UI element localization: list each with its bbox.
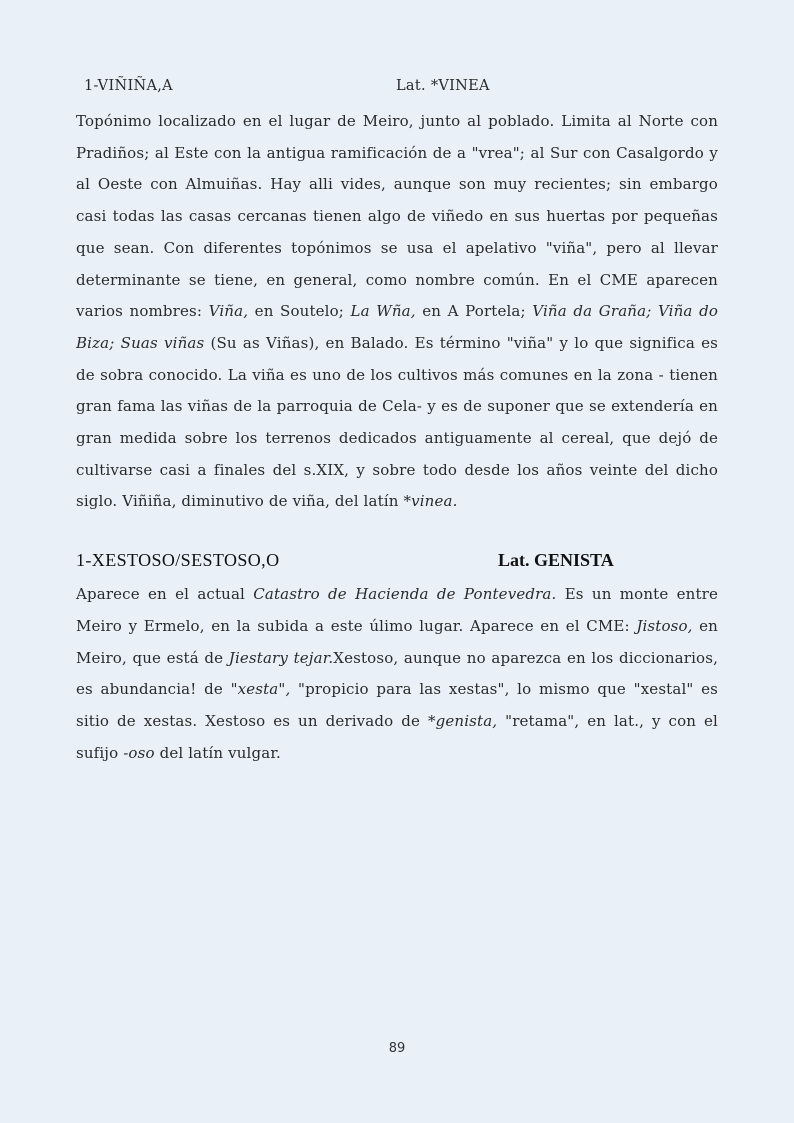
entry-term: 1-XESTOSO/SESTOSO,O xyxy=(76,550,280,570)
body-text: en Meiro, que está de xyxy=(76,616,718,667)
entry-etymology: Lat. GENISTA xyxy=(498,550,614,570)
body-text: "propicio para las xestas", lo mismo que "xestal" es sitio de xestas. Xestoso es un derivado de xyxy=(76,680,718,731)
italic-term: *genista, xyxy=(427,712,498,731)
italic-term: La Wña, xyxy=(350,302,416,321)
italic-term: Jiestary tejar. xyxy=(228,648,334,667)
entry-term: 1-VIÑIÑA,A xyxy=(84,78,173,94)
body-text: en A Portela; xyxy=(415,302,533,321)
body-text: en Soutelo; xyxy=(248,302,351,321)
body-text: Es un monte entre Meiro y Ermelo, en la subida a este úlimo lugar. Aparece en el CME: xyxy=(76,585,718,635)
body-text: Xestoso, aunque no aparezca en los diccionarios, es abundancia! de xyxy=(76,648,718,699)
entry-etymology: Lat. *VINEA xyxy=(396,78,490,94)
body-text: (Su as Viñas), en Balado. Es término "viña" y lo que significa es de sobra conocido. La viña es uno de los cultivos más comunes en la zona - tienen gran fama las viñas de la parroquia de Cela- y es de suponer que se extendería en gran medida sobre los terrenos dedicados antiguamente al cereal, que dejó de cultivarse casi a finales del s.XIX, y sobre todo desde los años veinte del dicho siglo. Viñiña, diminutivo de viña, del latín xyxy=(76,333,719,511)
italic-term: Viña da Graña; Viña do Biza; Suas viñas xyxy=(76,302,719,352)
italic-term: Viña, xyxy=(208,302,249,321)
entry-body-xestoso xyxy=(76,579,718,770)
entry-heading-vinina xyxy=(84,78,724,100)
italic-term: Catastro de Hacienda de Pontevedra. xyxy=(253,585,557,603)
italic-term: -oso xyxy=(123,743,155,762)
italic-term: "xesta", xyxy=(230,680,291,699)
page-number: 89 xyxy=(388,1041,406,1056)
body-text: Aparece en el actual xyxy=(76,585,254,603)
italic-term: Jistoso, xyxy=(636,616,693,635)
entry-body-vinina xyxy=(76,106,718,518)
body-text: Topónimo localizado en el lugar de Meiro, junto al poblado. Limita al Norte con Pradiños; al Este con la antigua ramificación de a "vrea"; al Sur con Casalgordo y al Oeste con Almuiñas. Hay alli vides, aunque son muy recientes; sin embargo casi todas las casas cercanas tienen algo de viñedo en sus huertas por pequeñas que sean. Con diferentes topónimos se usa el apelativo "viña", pero al llevar determinante se tiene, en general, como nombre común. En el CME aparecen varios nombres: xyxy=(76,112,718,321)
italic-term: *vinea. xyxy=(403,492,458,511)
entry-heading-xestoso xyxy=(76,550,716,574)
body-text: "retama", en lat., y con el sufijo xyxy=(76,712,718,762)
body-text: del latín vulgar. xyxy=(154,743,281,762)
